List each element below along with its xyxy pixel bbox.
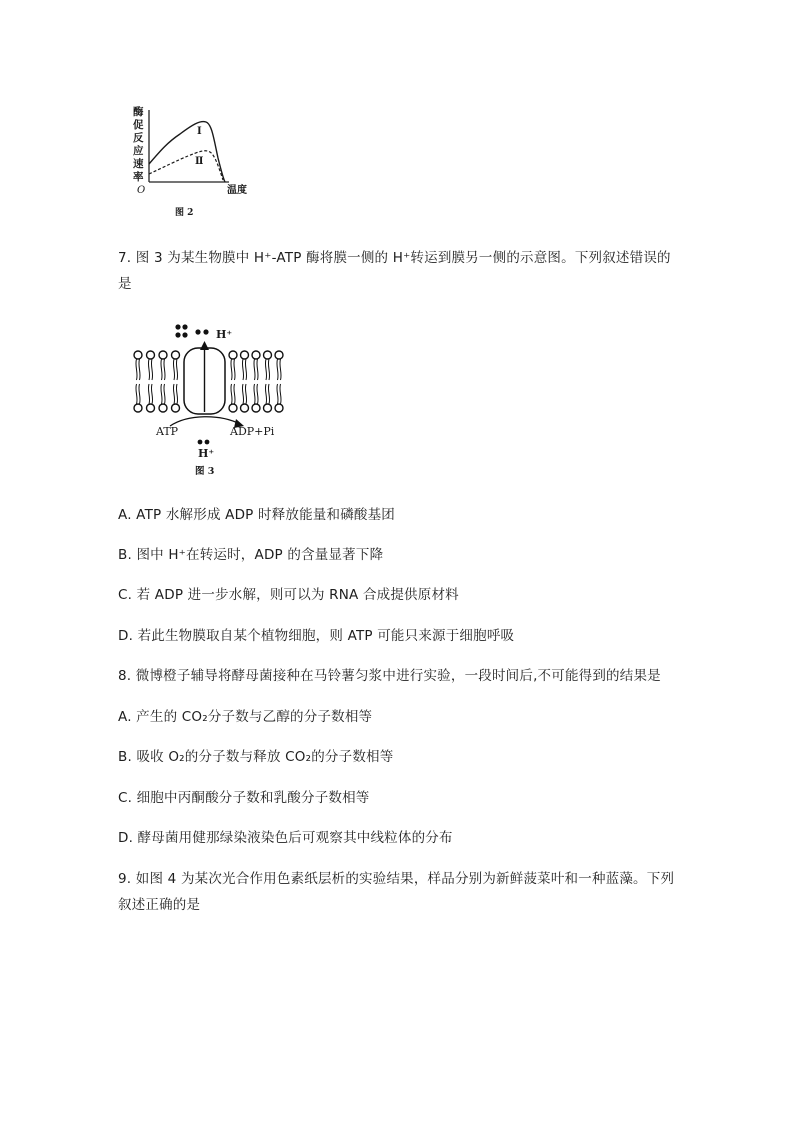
question-8-option-c: C. 细胞中丙酮酸分子数和乳酸分子数相等 — [118, 790, 370, 806]
x-axis-label: 温度 — [227, 185, 247, 196]
question-9-stem-line2: 叙述正确的是 — [118, 897, 201, 913]
phospholipid-head — [229, 351, 237, 359]
atp-label: ATP — [156, 425, 179, 438]
phospholipid-head — [241, 351, 249, 359]
phospholipid-tail — [254, 384, 255, 404]
phospholipid-head — [147, 351, 155, 359]
phospholipid-tail — [161, 384, 162, 404]
figure-2 — [126, 102, 256, 222]
phospholipid-tail — [257, 384, 258, 404]
curve-2 — [149, 151, 223, 180]
phospholipid-head — [134, 351, 142, 359]
phospholipid-tail — [234, 384, 235, 404]
phospholipid-tail — [242, 359, 243, 380]
phospholipid-tail — [176, 359, 177, 380]
phospholipid-tail — [139, 359, 140, 380]
phospholipid-tail — [254, 359, 255, 380]
phospholipid-head — [134, 404, 142, 412]
question-8-option-d: D. 酵母菌用健那绿染液染色后可观察其中线粒体的分布 — [118, 830, 453, 846]
phospholipid-tail — [265, 359, 266, 380]
proton-dot — [205, 440, 210, 445]
phospholipid-tail — [176, 384, 177, 404]
figure-3-diagram — [118, 318, 298, 478]
phospholipid-tail — [277, 359, 278, 380]
phospholipid-head — [264, 351, 272, 359]
proton-dot — [182, 332, 187, 337]
curve-1 — [149, 122, 225, 182]
adp-pi-label: ADP+Pi — [230, 425, 275, 438]
question-8-option-b: B. 吸收 O₂的分子数与释放 CO₂的分子数相等 — [118, 749, 394, 765]
phospholipid-tail — [265, 384, 266, 404]
question-7-option-c: C. 若 ADP 进一步水解，则可以为 RNA 合成提供原材料 — [118, 587, 459, 603]
phospholipid-tail — [231, 359, 232, 380]
phospholipid-head — [264, 404, 272, 412]
y-axis-label-char: 应 — [133, 145, 144, 157]
question-7-stem-line2: 是 — [118, 276, 132, 292]
phospholipid-tail — [268, 384, 269, 404]
phospholipid-tail — [245, 359, 246, 380]
phospholipid-tail — [242, 384, 243, 404]
y-axis-label-char: 率 — [133, 171, 144, 183]
phospholipid-head — [159, 404, 167, 412]
proton-label-top: H⁺ — [216, 328, 233, 341]
phospholipid-tail — [136, 359, 137, 380]
question-7-option-a: A. ATP 水解形成 ADP 时释放能量和磷酸基团 — [118, 507, 395, 523]
y-axis-label-char: 促 — [133, 119, 144, 131]
proton-dot — [175, 332, 180, 337]
phospholipid-head — [252, 404, 260, 412]
question-7-option-b: B. 图中 H⁺在转运时，ADP 的含量显著下降 — [118, 547, 384, 563]
question-8-option-a: A. 产生的 CO₂分子数与乙醇的分子数相等 — [118, 709, 373, 725]
figure-2-graph — [126, 102, 256, 222]
phospholipid-head — [172, 404, 180, 412]
phospholipid-head — [252, 351, 260, 359]
phospholipid-tail — [245, 384, 246, 404]
phospholipid-tail — [161, 359, 162, 380]
phospholipid-head — [147, 404, 155, 412]
phospholipid-tail — [148, 359, 149, 380]
origin-label: O — [137, 185, 146, 196]
phospholipid-head — [275, 404, 283, 412]
curve-2-label: Ⅱ — [195, 156, 204, 167]
question-7-option-d: D. 若此生物膜取自某个植物细胞，则 ATP 可能只来源于细胞呼吸 — [118, 628, 515, 644]
proton-dot — [175, 324, 180, 329]
question-9-stem-line1: 9. 如图 4 为某次光合作用色素纸层析的实验结果，样品分别为新鲜菠菜叶和一种蓝藻。下列 — [118, 871, 675, 887]
y-axis-label-char: 反 — [133, 132, 144, 144]
figure-3-caption: 图 3 — [195, 466, 215, 477]
figure-3 — [118, 318, 298, 478]
phospholipid-head — [172, 351, 180, 359]
proton-dot — [195, 329, 200, 334]
phospholipid-tail — [280, 384, 281, 404]
phospholipid-tail — [148, 384, 149, 404]
question-7-stem-line1: 7. 图 3 为某生物膜中 H⁺-ATP 酶将膜一侧的 H⁺转运到膜另一侧的示意图。下列叙述错误的 — [118, 250, 671, 266]
phospholipid-head — [275, 351, 283, 359]
phospholipid-head — [229, 404, 237, 412]
y-axis-label-char: 速 — [133, 158, 144, 170]
phospholipid-head — [159, 351, 167, 359]
phospholipid-tail — [234, 359, 235, 380]
phospholipid-tail — [151, 359, 152, 380]
curve-1-label: Ⅰ — [197, 126, 202, 137]
phospholipid-tail — [277, 384, 278, 404]
phospholipid-tail — [139, 384, 140, 404]
phospholipid-head — [241, 404, 249, 412]
proton-dot — [203, 329, 208, 334]
phospholipid-tail — [164, 384, 165, 404]
phospholipid-tail — [164, 359, 165, 380]
figure-2-caption: 图 2 — [175, 208, 194, 218]
phospholipid-tail — [231, 384, 232, 404]
question-8-stem: 8. 微博橙子辅导将酵母菌接种在马铃薯匀浆中进行实验，一段时间后,不可能得到的结果是 — [118, 668, 661, 684]
y-axis-label-char: 酶 — [133, 106, 144, 118]
phospholipid-tail — [257, 359, 258, 380]
transport-arrowhead — [200, 341, 209, 350]
proton-dot — [182, 324, 187, 329]
phospholipid-tail — [280, 359, 281, 380]
phospholipid-tail — [151, 384, 152, 404]
proton-label-bottom: H⁺ — [198, 447, 215, 460]
proton-dot — [198, 440, 203, 445]
phospholipid-tail — [173, 359, 174, 380]
phospholipid-tail — [173, 384, 174, 404]
phospholipid-tail — [136, 384, 137, 404]
phospholipid-tail — [268, 359, 269, 380]
